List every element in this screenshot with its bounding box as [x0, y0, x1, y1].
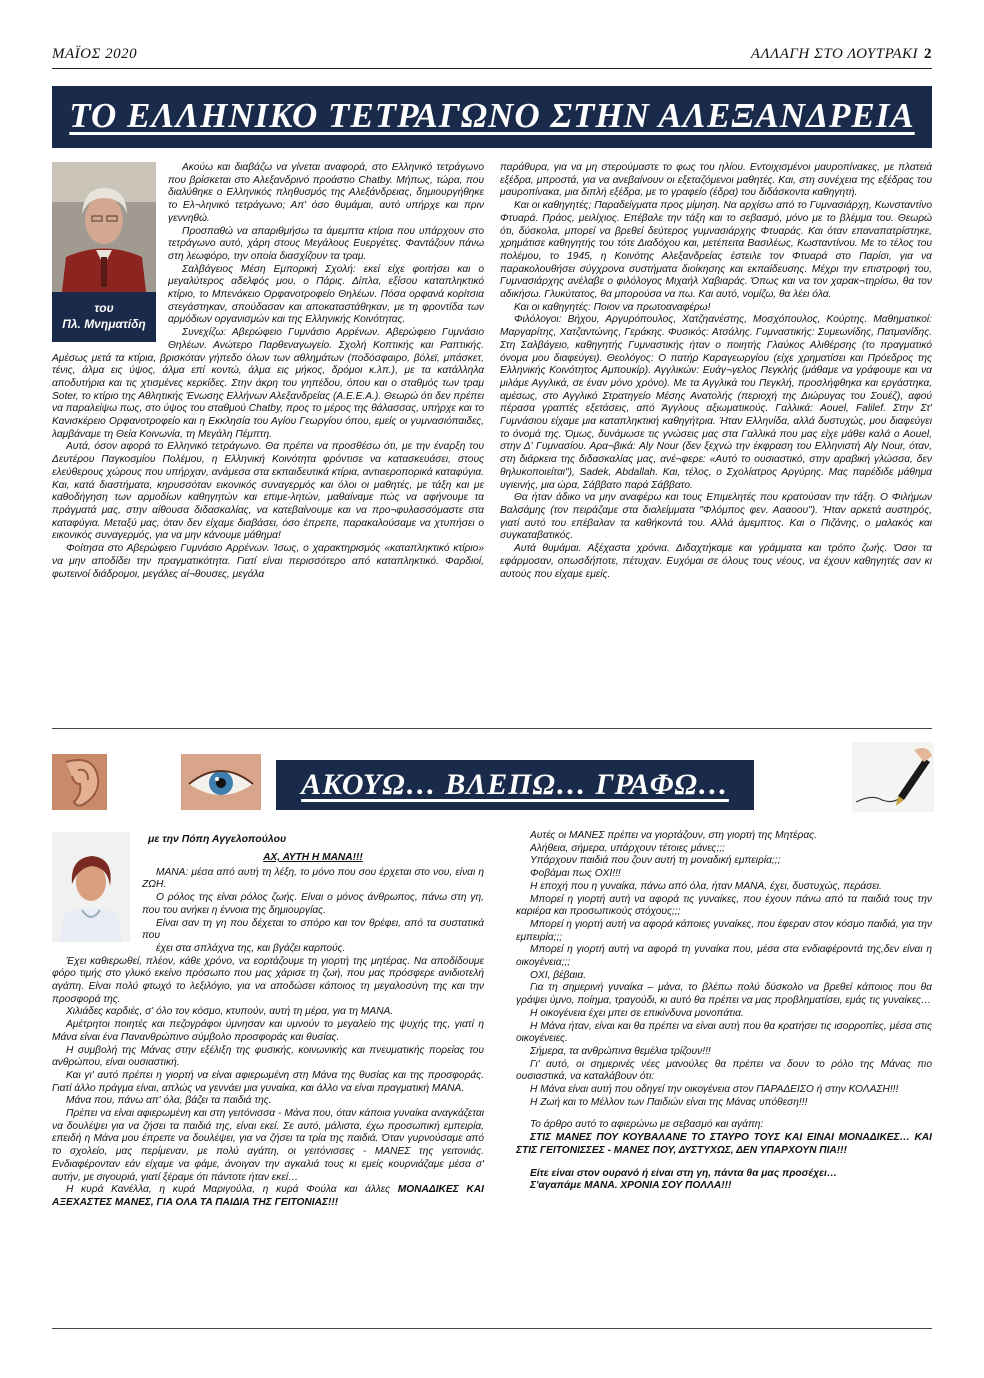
bottom-divider [52, 1328, 932, 1329]
paragraph: Ο ρόλος της είναι ρόλος ζωής. Είναι ο μόνος άνθρωπος, πάνω στη γη, που του ανήκει η έννοια της δημιουργίας. [142, 892, 484, 916]
ear-image [52, 754, 107, 810]
closing-bold-text: ΜΟΝΑΔΙΚΕΣ ΚΑΙ ΑΞΕΧΑΣΤΕΣ ΜΑΝΕΣ, ΓΙΑ ΟΛΑ ΤΑ ΠΑΙΔΙΑ ΤΗΣ ΓΕΙΤΟΝΙΑΣ!!! [52, 1184, 484, 1208]
closing-line: Σ'αγαπάμε ΜΑΝΑ. ΧΡΟΝΙΑ ΣΟΥ ΠΟΛΛΑ!!! [530, 1180, 732, 1192]
paragraph: Για τη σημερινή γυναίκα – μάνα, το βλέπω πολύ δύσκολο να βρεθεί κάποιος που θα γράψει ύμνο, ποίημα, τραγούδι, κι αυτό θα πρέπει να μας προβληματίσει, εμάς τις γυναίκες… [516, 982, 932, 1007]
article1-column2 [500, 162, 932, 581]
eye-icon [181, 754, 261, 810]
article2-title: ΑΚΟΥΩ… ΒΛΕΠΩ… ΓΡΑΦΩ… [301, 768, 729, 801]
issue-date: ΜΑΪΟΣ 2020 [52, 46, 138, 62]
paragraph: ΜΑΝΑ: μέσα από αυτή τη λέξη, το μόνο που σου έρχεται στο νου, είναι η ΖΩΗ. [142, 866, 484, 891]
paragraph: Θα ήταν άδικο να μην αναφέρω και τους Επιμελητές που κρατούσαν την τάξη. Ο Φιλήμων Βαλσάμης (τον πειράζαμε στα διαλείμματα "Φλόμπος φεν. Αααοου"). Ήταν αρκετά αυστηρός, γιατί αυτό του επέβαλαν τα καθήκοντά του. Αλλά άμεμπτος. Και ο Πιζάνης, ο μαλακός και συγκαταβατικός. [500, 492, 932, 542]
paragraph: Υπάρχουν παιδιά που ζουν αυτή τη μοναδική εμπειρία;;; [530, 855, 781, 867]
article1-title: ΤΟ ΕΛΛΗΝΙΚΟ ΤΕΤΡΑΓΩΝΟ ΣΤΗΝ ΑΛΕΞΑΝΔΡΕΙΑ [69, 96, 915, 135]
newspaper-name: ΑΛΛΑΓΗ ΣΤΟ ΛΟΥΤΡΑΚΙ 2 [750, 46, 932, 62]
paragraph: Η Μάνα ήταν, είναι και θα πρέπει να είναι αυτή που θα κρατήσει τις ισορροπίες, μέσα στις οικογένειες. [516, 1020, 932, 1045]
paragraph: Μάνα που, πάνω απ' όλα, βάζει τα παιδιά της. [66, 1095, 272, 1107]
paragraph: Και οι καθηγητές: Ποιον να πρωτοαναφέρω! [514, 301, 711, 313]
paragraph: ΟΧΙ, βέβαια. [530, 969, 587, 981]
article2-column2 [516, 830, 932, 1193]
paragraph: Η Μάνα είναι αυτή που οδηγεί την οικογένεια στον ΠΑΡΑΔΕΙΣΟ ή στην ΚΟΛΑΣΗ!!! [530, 1084, 899, 1096]
dedication-intro: Το άρθρο αυτό το αφιερώνω με σεβασμό και αγάπη: [530, 1119, 764, 1131]
paragraph: Η συμβολή της Μάνας στην εξέλιξη της φυσικής, κοινωνικής και πνευματικής πορείας του ανθρώπου, είναι ουσιαστική. [52, 1044, 484, 1069]
paragraph: Αλήθεια, σήμερα, υπάρχουν τέτοιες μάνες;;; [530, 842, 725, 854]
paragraph: Η κυρά Κανέλλα, η κυρά Μαριγούλα, η κυρά Φούλα και άλλες ΜΟΝΑΔΙΚΕΣ ΚΑΙ ΑΞΕΧΑΣΤΕΣ ΜΑΝΕΣ, ΓΙΑ ΟΛΑ ΤΑ ΠΑΙΔΙΑ ΤΗΣ ΓΕΙΤΟΝΙΑΣ!!! [52, 1184, 484, 1208]
article1-title-banner [52, 86, 932, 148]
article2-subtitle: ΑΧ, ΑΥΤΗ Η ΜΑΝΑ!!! [263, 852, 363, 863]
paragraph: Και οι καθηγητές; Παραδείγματα προς μίμηση. Να αρχίσω από το Γυμνασιάρχη, Κωνσταντίνο Φτυαρά. Πράος, μειλίχιος. Επέβαλε την τάξη και το σεβασμό, μόνο με το βλέμμα του. Θεωρώ ότι, δύσκολα, μπορεί να βρεθεί δεύτερος γυμνασιάρχης Φτυαράς. Και όταν επαναπατρίστηκε, χρημάτισε καθηγητής του τότε Διαδόχου και, μετέπειτα Βασιλέως, Κωσταντίνου. Με το τέλος του πολέμου, το 1945, η Κοινότης Αλεξανδρείας έστειλε τον Φτυαρά στο Παρίσι, για να παρακολουθήσει σύγχρονα συστήματα διοίκησης και εκπαίδευσης. Μέχρι την επιστροφή του, Γυμνασιάρχης ανέλαβε ο φιλόλογος Μιχαήλ Χαβιαράς. Όπως και να τον χαρακ¬τηρίσω, θα τον αδικήσω. Γλυκύτατος, θα μπορούσα να πω. Και αυτό, νομίζω, θα λέει όλα. [500, 200, 932, 301]
article2-byline: με την Πόπη Αγγελοπούλου [148, 833, 287, 845]
article2-column1 [52, 850, 484, 1210]
header-rule [52, 68, 932, 69]
paragraph: έχει στα σπλάχνα της, και βγάζει καρπούς. [156, 942, 346, 954]
paragraph: Η εποχή που η γυναίκα, πάνω από όλα, ήταν ΜΑΝΑ, έχει, δυστυχώς, περάσει. [530, 880, 882, 892]
paragraph: Αυτά θυμάμαι. Αξέχαστα χρόνια. Διδαχτήκαμε και γράμματα και τρόπο ζωής. Όσοι τα εφάρμοσαν, οπωσδήποτε, πέτυχαν. Ευχόμαι σε όλους τους νέους, να έχουν καθηγητές σαν κι αυτούς που είχαμε εμείς. [500, 543, 932, 580]
paragraph: Έχει καθιερωθεί, πλέον, κάθε χρόνο, να εορτάζουμε τη γιορτή της μητέρας. Να αποδίδουμε φόρο τιμής στο γλυκό εκείνο πρόσωπο που μας χάρισε τη ζωή, που μας πρόσφερε ανιδιοτελή αγάπη. Είναι πολύ φτωχό το λεξιλόγιο, για να αποδώσει κάποιος τη μεγαλοσύνη της και την προσφορά της. [52, 955, 484, 1005]
paragraph: Μπορεί η γιορτή αυτή να αφορά κάποιες γυναίκες, που έφεραν στον κόσμο παιδιά, για την εμπειρία;;; [516, 918, 932, 943]
pen-image [852, 742, 934, 812]
paragraph: Σαλβάγειος Μέση Εμπορική Σχολή: εκεί είχε φοιτήσει και ο μεγαλύτερος αδελφός μου, ο Πάρις. Δίπλα, εξίσου καταπληκτικό κτίριο, το Μπενάκειο Ορφανοτροφείο Θηλέων. Πόσα ορφανά κορίτσια στεγάστηκαν, σπούδασαν και αποκαταστάθηκαν, με τη φροντίδα των αρμόδιων οργανισμών και της Ελληνικής Κοινότητας. [168, 263, 484, 326]
paragraph: Προσπαθώ να απαριθμήσω τα άμεμπτα κτίρια που υπάρχουν στο τετράγωνο αυτό, χάρη στους Μεγάλους Ευεργέτες. Φαντάζουν πάνω στη λεωφόρο, την οποία διασχίζουν τα τραμ. [168, 225, 484, 262]
paragraph: Μπορεί η γιορτή αυτή να αφορά τις γυναίκες, που έχουν πάνω από τα παιδιά τους την καριέρα και προσωπικούς στόχους;;; [516, 893, 932, 918]
ear-icon [52, 754, 107, 810]
paragraph: Φιλόλογοι: Βήχου, Αργυρόπουλος, Χατζηανέστης, Μοσχόπουλος, Κούρτης. Μαθηματικοί: Μαργαρίτης, Χατζαντώνης, Γεράκης. Φυσικός: Ατσάλης. Γυμναστικής: Συμεωνίδης, Πατμανίδης. Στη Σαλβάγειο, καθηγητής Γυμναστικής ήταν ο ποιητής Γλαύκος Αλιθέρσης (το πραγματικό όνομα μου διαφεύγει). Θεολόγος: Ο πατήρ Καραγεωργίου (είχε χρηματίσει και Πρόεδρος της Ελληνικής Κοινότητος Αμπουκίρ). Αγγλικών: Ευάγ¬γελος Πεγκλής (μάθαμε να γράφουμε και να μιλάμε Αγγλικά, σε έναν μόνο χρόνο). Με τα Αγγλικά του Πεγκλή, προσλήφθηκα και εργάστηκα, αμέσως, στο Αγγλικό Στρατηγείο Μέσης Ανατολής (περιοχή της Διώρυγας του Σουέζ), αφού πέρασα γραπτές εξετάσεις, από Άγγλους αξιωματικούς. Γαλλικά: Aouel, Falilef. Στην Στ' Γυμνάσιου είχαμε μια καταπληκτική καθηγήτρια. Ήταν Ελληνίδα, αλλά δυστυχώς, μου διαφεύγει το όνομά της. Όμως, δυνάμωσε τις γνώσεις μας στα Γαλλικά που μας είχε μάθει καλά ο Aouel, στην Δ' Γυμνασίου. Αρα¬βικά: Aly Nour (δεν ξεχνώ την έκφραση του Ελληνιστή Aly Nour, όταν, στη διάρκεια της διδασκαλίας μας, ανέ¬φερε: «Αυτό το ουσιαστικό, στην αραβική γλώσσα, δεν θηλυκοποιείται"), Sadek, Abdallah. Και, τέλος, ο Σχολίατρος Αργύρης. Μας παρέδιδε μάθημα υγιεινής, μια ώρα, Σάββατο παρά Σάββατο. [500, 314, 932, 491]
paragraph: Φοίτησα στο Αβερώφειο Γυμνάσιο Αρρένων. Ίσως, ο χαρακτηρισμός «καταπληκτικό κτίριο» να μην αποδίδει την πραγματικότητα. Γιατί είναι περισσότερο από καταπληκτικό. Φαρδιοί, φωτεινοί διάδρομοι, μεγάλες αί¬θουσες, μεγάλα [52, 543, 484, 580]
paragraph: Συνεχίζω: Αβερώφειο Γυμνάσιο Αρρένων. Αβερώφειο Γυμνάσιο Θηλέων. Ανώτερο Παρθεναγωγείο. Σχολή Κοπτικής και Ραπτικής. Αμέσως μετά τα κτίρια, βρισκόταν γήπεδο όλων των αθλημάτων (ποδόσφαιρο, βόλεϊ, μπάσκετ, τένις, άλμα εις ύψος, άλμα επί κοντώ, άλμα εις μήκος, δρόμοι κ.λπ.), με τα κατάλληλα αποδυτήρια και τις χτισμένες κερκίδες. Στην άκρη του γηπέδου, όπου και ο σταθμός των τραμ Soter, το κτίριο της Αθλητικής Ένωσης Ελλήνων Αλεξανδρείας (Α.Ε.Ε.Α.). Θεωρώ ότι δεν πρέπει να παραλείψω πως, στο ύψος του σταθμού Chatby, προς το μέρος της θάλασσας, υπήρχε και το Κανισκέρειο Ορφανοτροφείο και η Εκκλησία του Αγίου Γεωργίου όπου, εμείς οι γυμνασιόπαιδες, λαμβάναμε τη Θεία Κοινωνία, τη Μεγάλη Πέμπτη. [52, 327, 484, 440]
article2-title-banner [276, 760, 754, 810]
dedication-text: ΣΤΙΣ ΜΑΝΕΣ ΠΟΥ ΚΟΥΒΑΛΑΝΕ ΤΟ ΣΤΑΥΡΟ ΤΟΥΣ ΚΑΙ ΕΙΝΑΙ ΜΟΝΑΔΙΚΕΣ… ΚΑΙ ΣΤΙΣ ΓΕΙΤΟΝΙΣΣΕΣ - ΜΑΝΕΣ ΠΟΥ, ΔΥΣΤΥΧΩΣ, ΔΕΝ ΥΠΑΡΧΟΥΝ ΠΙΑ!!! [516, 1132, 932, 1156]
paragraph: Αυτές οι ΜΑΝΕΣ πρέπει να γιορτάζουν, στη γιορτή της Μητέρας. [530, 830, 817, 841]
paragraph: Και γι' αυτό πρέπει η γιορτή να είναι αφιερωμένη στη Μάνα της θυσίας και της προσφοράς. Γιατί άλλο πράγμα είναι, απλώς να γεννάει μια γυναίκα, και άλλο να είναι πραγματική ΜΑΝΑ. [52, 1069, 484, 1094]
paragraph: Γι' αυτό, οι σημερινές νέες μανούλες θα πρέπει να δουν το ρόλο της Μάνας πιο ουσιαστικά, να καταλάβουν ότι: [516, 1058, 932, 1083]
eye-image [181, 754, 261, 810]
paragraph: Είναι σαν τη γη που δέχεται το σπόρο και τον θρέφει, από τα συστατικά που [142, 917, 484, 942]
paragraph: Η οικογένεια έχει μπει σε επικίνδυνα μονοπάτια. [530, 1007, 744, 1019]
paragraph: Αυτά, όσον αφορά το Ελληνικό τετράγωνο. Θα πρέπει να προσθέσω ότι, με την έναρξη του Δευτέρου Παγκοσμίου Πολέμου, η Ελληνική Κοινότητα φρόντισε να κατασκευάσει, στους ελεύθερους χώρους που υπήρχαν, ανάμεσα στα εκπαιδευτικά κτίρια, αντιαεροπορικά καταφύγια. Και, κατά διαστήματα, κηρυσσόταν εικονικός συναγερμός και όλοι οι μαθητές, με τάξη και με καθοδήγηση των αρμοδίων καθηγητών και επιμε-λητών, μαθαίναμε πώς να αφήνουμε τα πράγματά μας, στην αίθουσα διδασκαλίας, να κατεβαίνουμε και να προ¬φυλασσόμαστε στα καταφύγια. Μεταξύ μας, όταν δεν είχαμε διαβάσει, όσο έπρεπε, παρακαλούσαμε να χτυπήσει ο εικονικός συναγερμός, για να μην κάνουμε μάθημα! [52, 441, 484, 542]
paragraph: Μπορεί η γιορτή αυτή να αφορά τη γυναίκα που, μέσα στα ενδιαφέροντά της,δεν είναι η οικογένεια;;; [516, 944, 932, 969]
paragraph: Σήμερα, τα ανθρώπινα θεμέλια τρίζουν!!! [530, 1045, 711, 1057]
page-number: 2 [924, 46, 932, 62]
closing-line: Είτε είναι στον ουρανό ή είναι στη γη, πάντα θα μας προσέχει… [530, 1167, 838, 1179]
paragraph: παράθυρα, για να μη στερούμαστε το φως του ηλίου. Εντοιχισμένοι μαυροπίνακες, με πλατειά εξέδρα, μπροστά, για να ανεβαίνουν οι εξεταζόμενοι μαθητές. Και, στη συνέχεια της εξέδρας του μαυροπίνακα, μια διπλή εξέδρα, με το γραφείο (έδρα) του διδάσκοντα καθηγητή. [500, 162, 932, 199]
section-divider [52, 728, 932, 729]
paragraph: Η Ζωή και το Μέλλον των Παιδιών είναι της Μάνας υπόθεση!!! [530, 1096, 808, 1108]
paragraph: Πρέπει να είναι αφιερωμένη και στη γειτόνισσα - Μάνα που, όταν κάποια γυναίκα αναγκάζεται να δουλέψει για να ζήσει τα παιδιά της, είναι εκεί. Σε αυτό, μάλιστα, έχω προσωπική εμπειρία, επειδή η Μάνα μου έπρεπε να δουλέψει, για να ζήσει τα τρία της παιδιά. Όταν γυρνούσαμε από το σχολείο, μας περίμεναν, με πολύ αγάπη, οι γειτόνισσες - ΜΑΝΕΣ της γειτονιάς. Ενδιαφέρονταν εάν είχαμε να φάμε, άνοιγαν την αγκαλιά τους κι εμείς κουρνιάζαμε μέσα σ' αυτήν, με σιγουριά, γιατί ξέραμε ότι πάντοτε ήταν εκεί… [52, 1108, 484, 1183]
author-caption: του Πλ. Μνηματίδη [52, 292, 156, 342]
paragraph: Φοβάμαι πως ΟΧΙ!!! [530, 868, 621, 880]
pen-icon [852, 742, 934, 812]
article1-column1 [52, 162, 484, 581]
paragraph: Αμέτρητοι ποιητές και πεζογράφοι ύμνησαν και υμνούν το μεγαλείο της ψυχής της, γιατί η Μάνα είναι ένα Πανανθρώπινο σύμβολο προσφοράς και θυσίας. [52, 1019, 484, 1043]
paragraph: Χιλιάδες καρδιές, σ' όλο τον κόσμο, κτυπούν, αυτή τη μέρα, για τη ΜΑΝΑ. [66, 1006, 394, 1018]
paragraph: Ακούω και διαβάζω να γίνεται αναφορά, στο Ελληνικό τετράγωνο που βρίσκεται στο Αλεξανδρινό προάστιο Chatby. Μήπως, τώρα, που διαλύθηκε ο Ελληνικός πληθυσμός της Αλεξάνδρειας, δημιουργήθηκε το Ελ¬ληνικό τετράγωνο; Απ' όσο θυμάμαι, αυτό υπήρχε και πριν γεννηθώ. [168, 162, 484, 224]
